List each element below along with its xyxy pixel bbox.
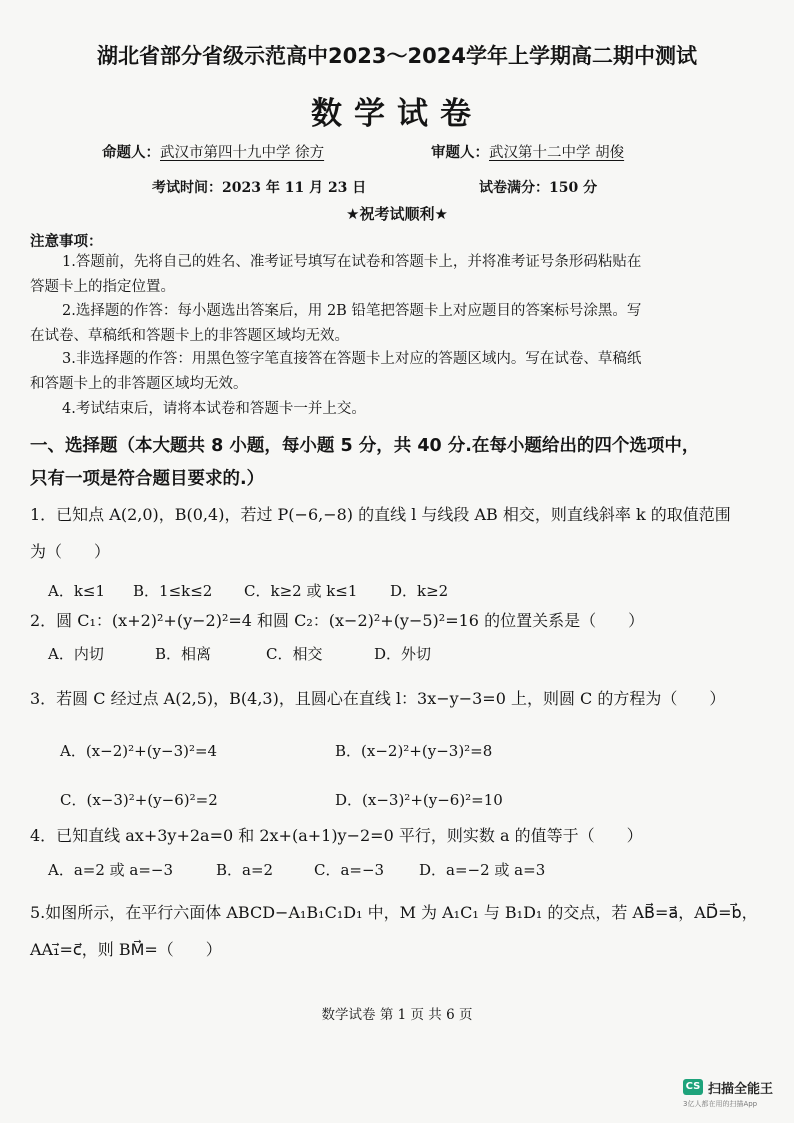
note-line: 答题卡上的指定位置。 [30,279,175,295]
question-1-stem-cont: 为（ ） [30,542,111,561]
q2-option-d: D．外切 [374,645,432,663]
q3-option-a: A．(x−2)²+(y−3)²=4 [60,742,218,760]
q1-option-b: B．1≤k≤2 [133,582,213,600]
paper-title: 数学试卷 [311,96,483,132]
note-line: 在试卷、草稿纸和答题卡上的非答题区域均无效。 [30,328,349,344]
q4-option-d: D．a=−2 或 a=3 [419,861,546,879]
reviewer-value: 武汉第十二中学 胡俊 [489,145,625,161]
q1-option-a: A．k≤1 [48,582,106,600]
q3-option-c: C．(x−3)²+(y−6)²=2 [60,791,218,809]
full-score: 试卷满分：150 分 [479,180,598,196]
section-heading: 一、选择题（本大题共 8 小题，每小题 5 分，共 40 分.在每小题给出的四个选项中， [30,436,700,456]
scanner-logo-icon: CS [683,1079,703,1095]
exam-title: 湖北省部分省级示范高中2023～2024学年上学期高二期中测试 [97,44,697,68]
page-footer: 数学试卷 第 1 页 共 6 页 [321,1007,473,1023]
q4-option-b: B．a=2 [216,861,274,879]
author-line [102,141,324,162]
q2-option-a: A．内切 [48,645,104,663]
question-5-stem: 5.如图所示，在平行六面体 ABCD−A₁B₁C₁D₁ 中，M 为 A₁C₁ 与 B₁D₁ 的交点，若 AB⃗=a⃗，AD⃗=b⃗， [30,903,758,922]
q1-option-c: C．k≥2 或 k≤1 [244,582,358,600]
wish-line: ★祝考试顺利★ [346,205,448,223]
section-heading-cont: 只有一项是符合题目要求的.） [30,469,265,489]
reviewer-line [431,141,624,162]
exam-time: 考试时间：2023 年 11 月 23 日 [152,180,367,196]
q4-option-a: A．a=2 或 a=−3 [48,861,174,879]
notes-heading: 注意事项： [30,234,103,250]
question-1-stem: 1．已知点 A(2,0)，B(0,4)，若过 P(−6,−8) 的直线 l 与线段 AB 相交，则直线斜率 k 的取值范围 [30,505,731,524]
q3-option-b: B．(x−2)²+(y−3)²=8 [335,742,493,760]
note-line: 1.答题前，先将自己的姓名、准考证号填写在试卷和答题卡上，并将准考证号条形码粘贴在 [62,254,642,270]
question-4-stem: 4．已知直线 ax+3y+2a=0 和 2x+(a+1)y−2=0 平行，则实数 a 的值等于（ ） [30,826,643,845]
note-line: 和答题卡上的非答题区域均无效。 [30,376,248,392]
q2-option-c: C．相交 [266,645,323,663]
scanner-tagline: 3亿人都在用的扫描App [683,1100,758,1108]
question-3-stem: 3．若圆 C 经过点 A(2,5)，B(4,3)，且圆心在直线 l：3x−y−3=0 上，则圆 C 的方程为（ ） [30,689,726,708]
note-line: 4.考试结束后，请将本试卷和答题卡一并上交。 [62,401,366,417]
question-2-stem: 2．圆 C₁：(x+2)²+(y−2)²=4 和圆 C₂：(x−2)²+(y−5)²=16 的位置关系是（ ） [30,611,645,630]
question-5-stem-cont: AA₁⃗=c⃗，则 BM⃗=（ ） [30,940,222,959]
scanner-brand: 扫描全能王 [708,1082,774,1097]
note-line: 3.非选择题的作答：用黑色签字笔直接答在答题卡上对应的答题区域内。写在试卷、草稿纸 [62,351,642,367]
q2-option-b: B．相离 [155,645,212,663]
q3-option-d: D．(x−3)²+(y−6)²=10 [335,791,503,809]
note-line: 2.选择题的作答：每小题选出答案后，用 2B 铅笔把答题卡上对应题目的答案标号涂黑。写 [62,303,642,319]
author-label: 命题人： [102,144,160,161]
author-value: 武汉市第四十九中学 徐方 [160,145,325,161]
q4-option-c: C．a=−3 [314,861,385,879]
reviewer-label: 审题人： [431,144,489,161]
q1-option-d: D．k≥2 [390,582,449,600]
